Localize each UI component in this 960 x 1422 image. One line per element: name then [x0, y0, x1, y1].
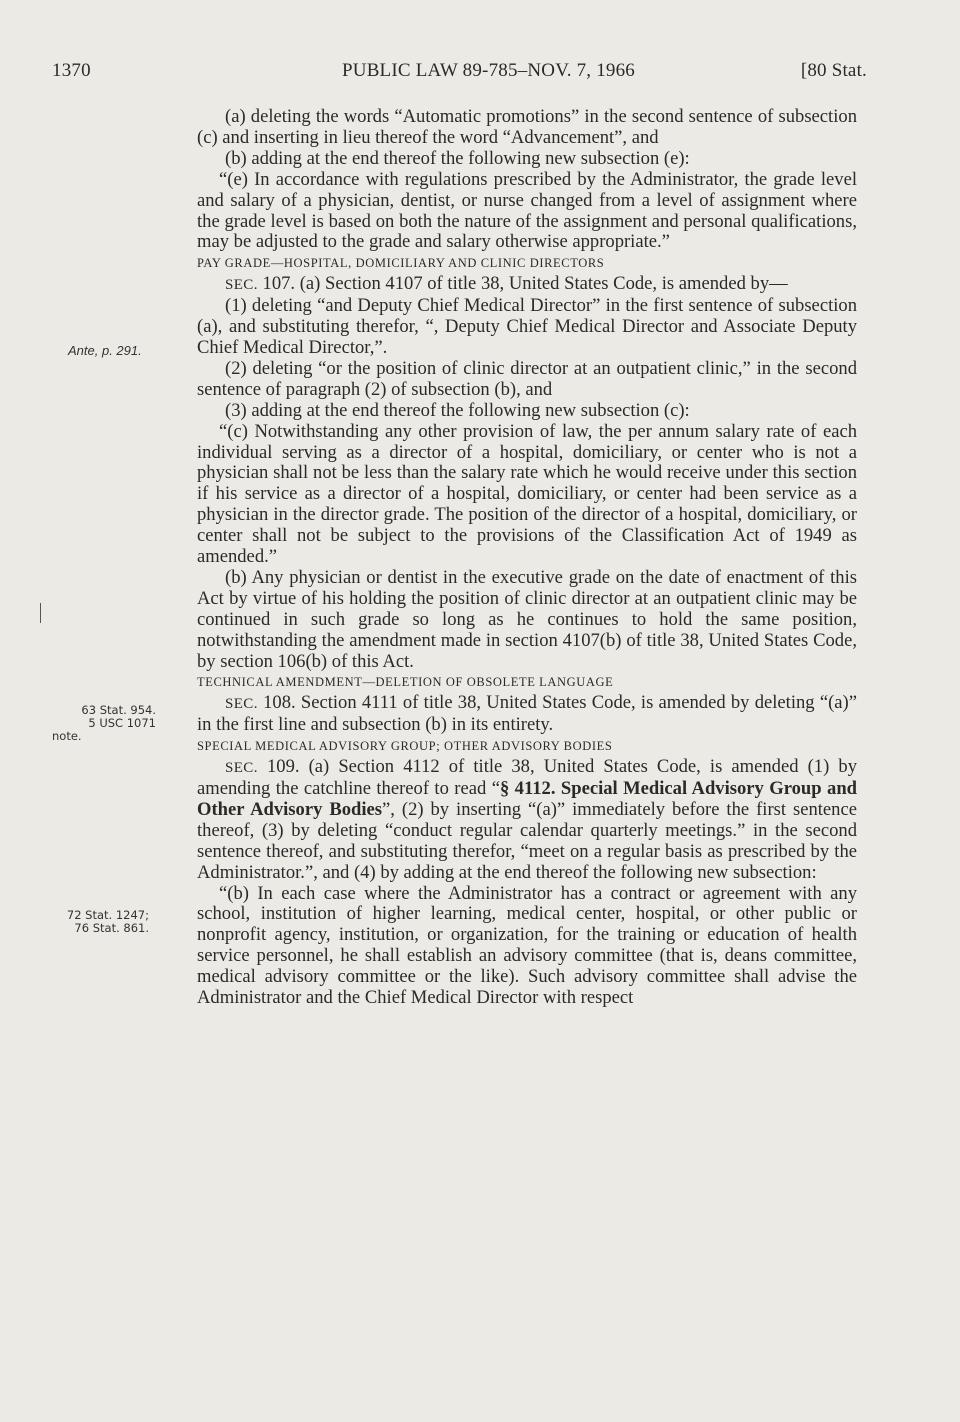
section-heading-pay-grade: PAY GRADE—HOSPITAL, DOMICILIARY AND CLINIC DIRECTORS: [197, 256, 605, 271]
margin-note-line: note.: [52, 729, 82, 743]
section-107-item-2: (2) deleting “or the position of clinic director at an outpatient clinic,” in the second sentence of paragraph (2) of subsection (b), and: [197, 357, 857, 400]
margin-note-line: 5 USC 1071: [88, 716, 156, 730]
subsection-e: “(e) In accordance with regulations prescribed by the Administrator, the grade level and salary of a physician, dentist, or nurse changed from a level of assignment where the grade level is based on both the nature of the assignment and personal qualifications, may be adjusted to the grade and salary otherwise appropriate.”: [197, 168, 857, 253]
subsection-c: “(c) Notwithstanding any other provision of law, the per annum salary rate of each individual serving as a director of a hospital, domiciliary, or center who is not a physician shall not be less than the salary rate which he would receive under this section if his service as a director of a hospital, domiciliary, or center had been service as a physician in the director grade. The position of the director of a hospital, domiciliary, or center shall not be subject to the provisions of the Classification Act of 1949 as amended.”: [197, 420, 857, 568]
section-107-b: (b) Any physician or dentist in the executive grade on the date of enactment of this Act by virtue of his holding the position of clinic director at an outpatient clinic may be continued in such grade so long as he continues to hold the same position, notwithstanding the amendment made in section 4107(b) of title 38, United States Code, by section 106(b) of this Act.: [197, 566, 857, 672]
section-107-item-3: (3) adding at the end thereof the following new subsection (c):: [225, 399, 690, 421]
section-108: [197, 693, 857, 736]
section-heading-advisory-group: SPECIAL MEDICAL ADVISORY GROUP; OTHER ADVISORY BODIES: [197, 739, 613, 754]
section-109: [197, 757, 857, 883]
margin-note-line: 63 Stat. 954.: [81, 703, 156, 717]
section-107: [197, 274, 857, 296]
page-number: 1370: [52, 60, 91, 81]
document-body: [197, 107, 857, 1009]
sec-107-text: 107. (a) Section 4107 of title 38, United States Code, is amended by—: [262, 273, 788, 295]
margin-note-72-stat: [52, 909, 149, 935]
sec-label: SEC.: [225, 277, 258, 294]
subsection-b-advisory: “(b) In each case where the Administrator has a contract or agreement with any school, institution of higher learning, medical center, hospital, or other public or nonprofit agency, institution, or organization, for the training or education of health service personnel, he shall establish an advisory committee (that is, deans committee, medical advisory committee or the like). Such advisory committee shall advise the Administrator and the Chief Medical Director with respect: [197, 882, 857, 1009]
catchline-bold: § 4112. Special Medical Advisory Group and Other Advisory Bodies: [197, 778, 858, 820]
margin-mark: [40, 603, 41, 623]
margin-note-63-stat: [52, 704, 156, 743]
paragraph-a: (a) deleting the words “Automatic promotions” in the second sentence of subsection (c) and inserting in lieu thereof the word “Advancement”, and: [197, 106, 857, 148]
section-heading-technical-amendment: TECHNICAL AMENDMENT—DELETION OF OBSOLETE LANGUAGE: [197, 675, 614, 690]
statute-volume: [80 Stat.: [800, 60, 867, 81]
margin-note-ante: Ante, p. 291.: [68, 343, 142, 358]
sec-label: SEC.: [225, 760, 258, 777]
margin-note-line: 72 Stat. 1247;: [66, 908, 149, 922]
margin-note-line: 76 Stat. 861.: [74, 921, 149, 935]
paragraph-b: (b) adding at the end thereof the following new subsection (e):: [225, 147, 690, 169]
section-107-item-1: (1) deleting “and Deputy Chief Medical Director” in the first sentence of subsection (a), and substituting therefor, “, Deputy Chief Medical Director and Associate Deputy Chief Medical Director,”.: [197, 295, 857, 358]
sec-label: SEC.: [225, 696, 258, 713]
page-header: [52, 60, 867, 86]
sec-109-text-pre: 109. (a) Section 4112 of title 38, United States Code, is amended (1) by amending the catchline thereof to read “: [197, 756, 857, 799]
running-title: PUBLIC LAW 89-785–NOV. 7, 1966: [342, 60, 636, 81]
sec-109-text-post: ”, (2) by inserting “(a)” immediately before the first sentence thereof, (3) by deleting “conduct regular calendar quarterly meetings.” in the second sentence thereof, and substituting therefor, “meet on a regular basis as prescribed by the Administrator.”, and (4) by adding at the end thereof the following new subsection:: [197, 798, 857, 883]
sec-108-text: 108. Section 4111 of title 38, United States Code, is amended by deleting “(a)” in the first line and subsection (b) in its entirety.: [197, 692, 857, 736]
